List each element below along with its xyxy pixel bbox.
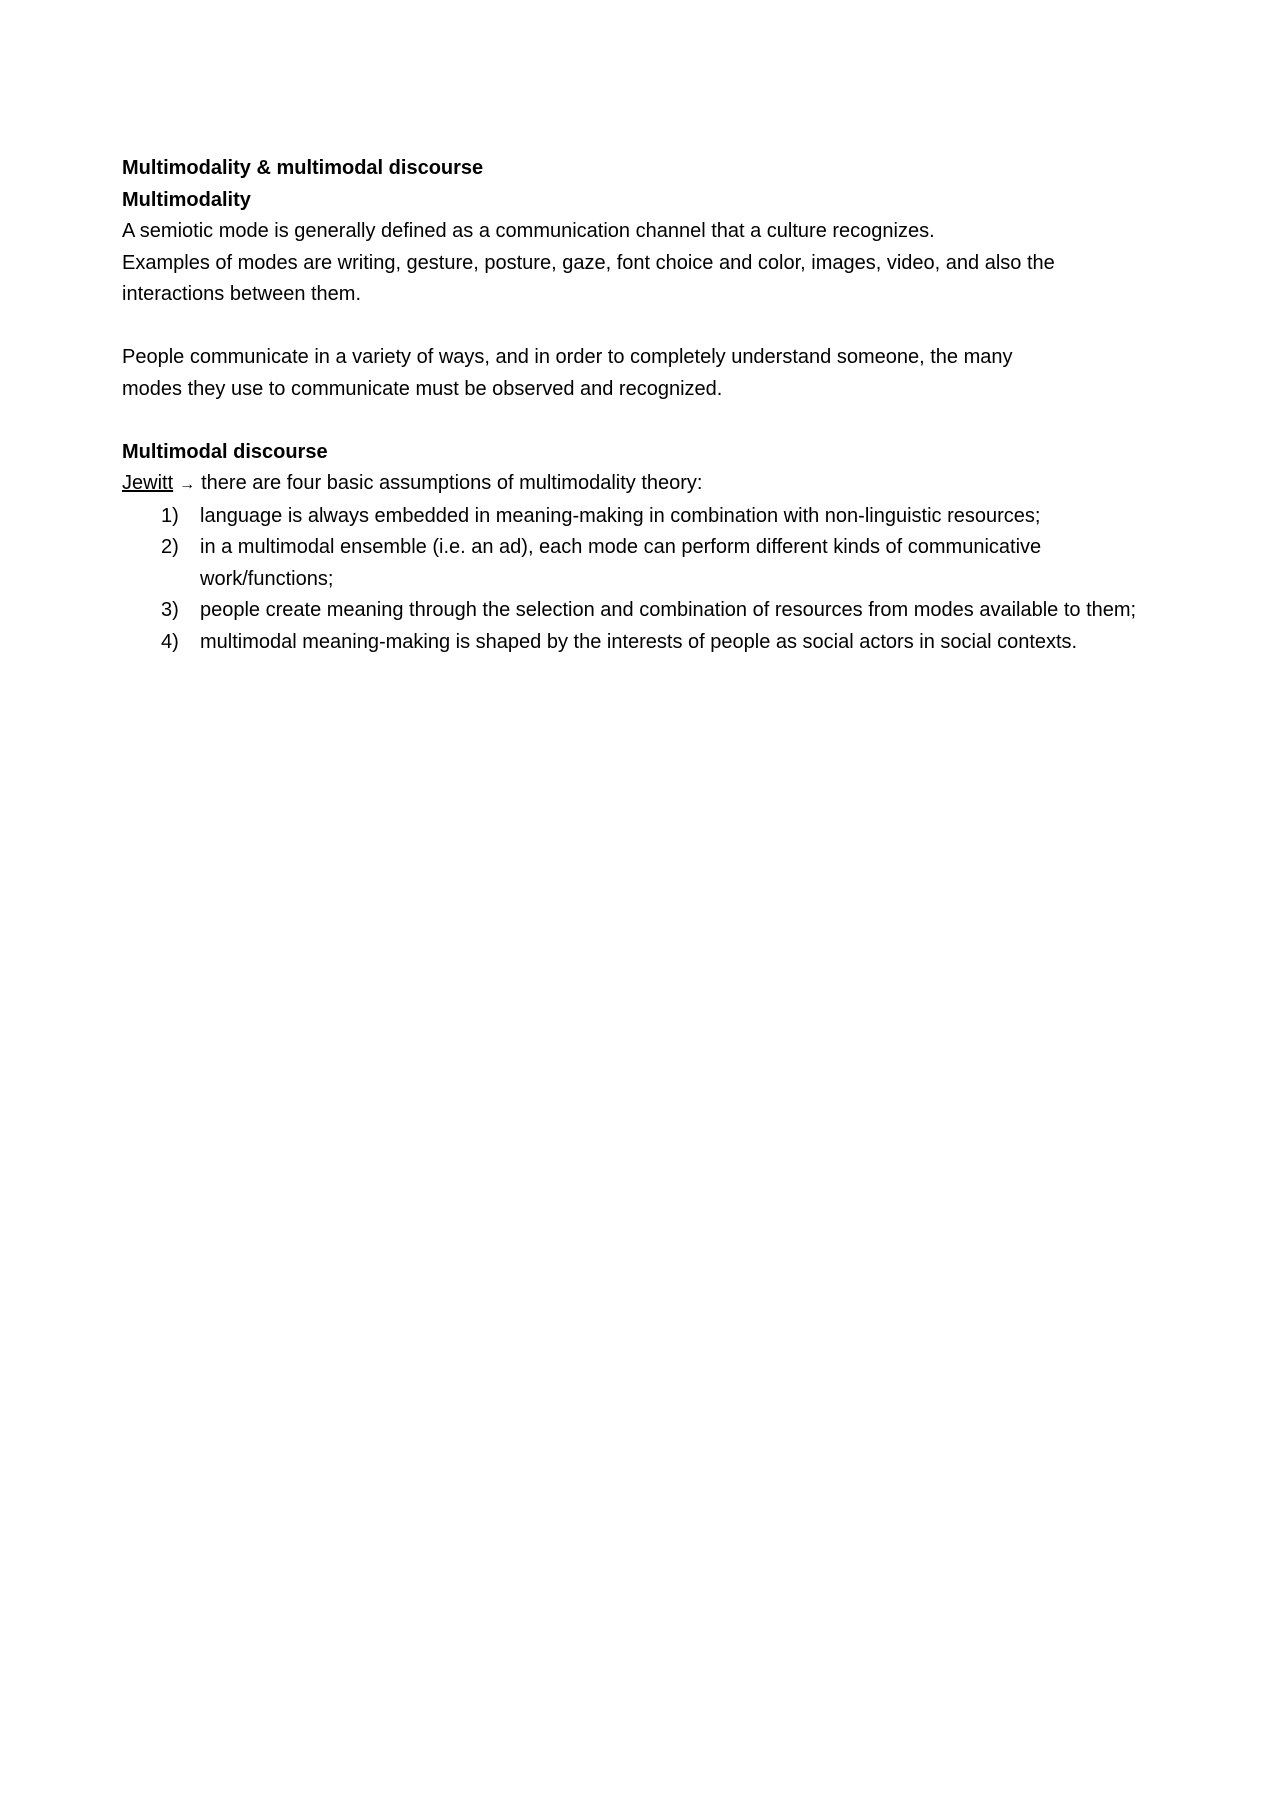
arrow-icon: → (179, 476, 196, 493)
document-title: Multimodality & multimodal discourse (122, 157, 484, 179)
paragraph-line: Examples of modes are writing, gesture, posture, gaze, font choice and color, images, video, and also the (122, 251, 1055, 274)
paragraph-line: interactions between them. (122, 283, 362, 305)
list-item (122, 501, 1180, 533)
blank-line (122, 405, 1172, 437)
list-item (122, 532, 1180, 595)
blank-line (122, 311, 1172, 343)
list-number: 4) (161, 630, 179, 653)
list-item-text: people create meaning through the selection and combination of resources from modes available to them; (200, 599, 1137, 621)
paragraph-line: People communicate in a variety of ways, and in order to completely understand someone, the many (122, 346, 1013, 368)
list-item-text: multimodal meaning-making is shaped by the interests of people as social actors in social contexts. (200, 630, 1078, 653)
list-item (122, 595, 1180, 627)
section-heading-multimodal-discourse: Multimodal discourse (122, 440, 328, 463)
paragraph-line: A semiotic mode is generally defined as a communication channel that a culture recognizes. (122, 220, 935, 242)
list-item-text: in a multimodal ensemble (i.e. an ad), each mode can perform different kinds of communicative work/functions; (200, 536, 1042, 590)
paragraph-line: modes they use to communicate must be observed and recognized. (122, 377, 723, 400)
intro-text: there are four basic assumptions of multimodality theory: (201, 472, 703, 494)
list-item-text: language is always embedded in meaning-making in combination with non-linguistic resources; (200, 504, 1041, 527)
document-body (122, 153, 1172, 658)
intro-line (122, 468, 1172, 501)
list-number: 3) (161, 599, 179, 621)
section-heading-multimodality: Multimodality (122, 188, 251, 211)
list-item (122, 627, 1180, 659)
list-number: 2) (161, 536, 179, 558)
assumptions-list (122, 501, 1172, 659)
list-number: 1) (161, 504, 179, 527)
author-name: Jewitt (122, 472, 174, 494)
